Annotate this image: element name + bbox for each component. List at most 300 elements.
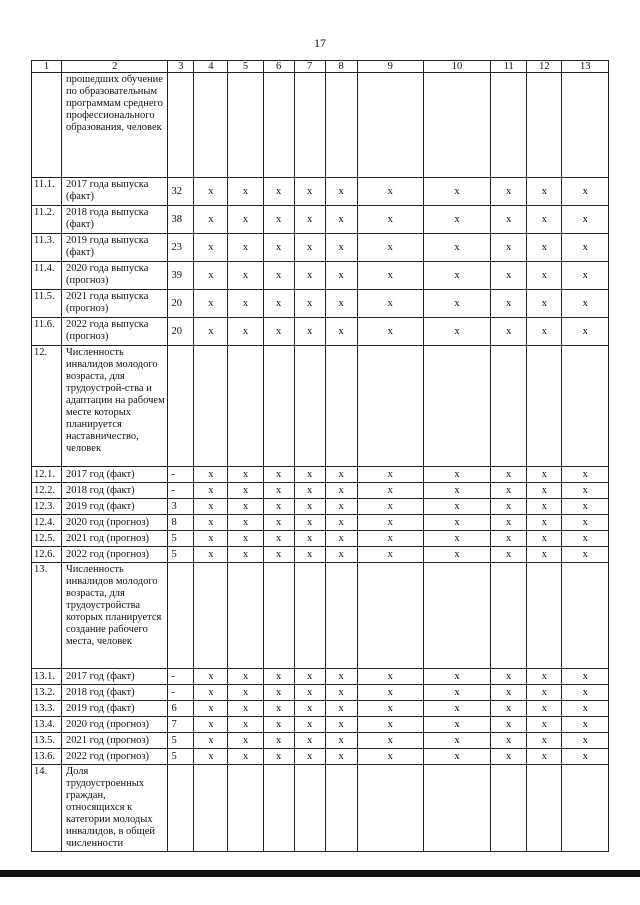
x-cell: х — [294, 178, 325, 206]
x-cell: х — [294, 483, 325, 499]
empty-cell — [263, 765, 294, 852]
x-cell: х — [294, 685, 325, 701]
x-cell: х — [491, 531, 527, 547]
x-cell: х — [491, 262, 527, 290]
x-cell: х — [423, 547, 490, 563]
x-cell: х — [228, 669, 263, 685]
empty-cell — [228, 765, 263, 852]
empty-cell — [491, 563, 527, 669]
table-row — [32, 701, 609, 717]
x-cell: х — [228, 515, 263, 531]
x-cell: х — [562, 749, 609, 765]
table-row — [32, 531, 609, 547]
x-cell: х — [294, 262, 325, 290]
row-label: 2017 года выпуска (факт) — [61, 178, 168, 206]
page-number: 17 — [314, 36, 326, 50]
x-cell: х — [491, 499, 527, 515]
table-row — [32, 515, 609, 531]
x-cell: х — [263, 483, 294, 499]
row-value: 8 — [168, 515, 194, 531]
row-label: 2017 год (факт) — [61, 669, 168, 685]
row-label: 2022 год (прогноз) — [61, 547, 168, 563]
x-cell: х — [423, 749, 490, 765]
x-cell: х — [527, 234, 562, 262]
empty-cell — [357, 765, 423, 852]
x-cell: х — [527, 515, 562, 531]
row-number: 11.1. — [32, 178, 62, 206]
x-cell: х — [423, 290, 490, 318]
x-cell: х — [527, 531, 562, 547]
x-cell: х — [263, 206, 294, 234]
x-cell: х — [194, 483, 228, 499]
x-cell: х — [325, 669, 357, 685]
x-cell: х — [325, 290, 357, 318]
row-label: 2021 год (прогноз) — [61, 733, 168, 749]
x-cell: х — [423, 206, 490, 234]
x-cell: х — [562, 262, 609, 290]
row-value: 7 — [168, 717, 194, 733]
x-cell: х — [357, 290, 423, 318]
x-cell: х — [194, 206, 228, 234]
x-cell: х — [228, 685, 263, 701]
x-cell: х — [194, 318, 228, 346]
row-label: 2017 год (факт) — [61, 467, 168, 483]
x-cell: х — [263, 318, 294, 346]
empty-cell — [263, 346, 294, 467]
row-value: 39 — [168, 262, 194, 290]
continuation-text: прошедших обучение по образовательным программам среднего профессионального образования, человек — [61, 73, 168, 178]
x-cell: х — [491, 467, 527, 483]
table-row — [32, 262, 609, 290]
x-cell: х — [357, 467, 423, 483]
x-cell: х — [263, 685, 294, 701]
x-cell: х — [491, 290, 527, 318]
row-value: - — [168, 685, 194, 701]
x-cell: х — [357, 733, 423, 749]
x-cell: х — [562, 206, 609, 234]
x-cell: х — [491, 178, 527, 206]
x-cell: х — [357, 669, 423, 685]
table-row — [32, 749, 609, 765]
x-cell: х — [228, 733, 263, 749]
empty-cell — [325, 563, 357, 669]
row-value: - — [168, 669, 194, 685]
x-cell: х — [294, 318, 325, 346]
x-cell: х — [562, 290, 609, 318]
header-cell: 4 — [194, 61, 228, 73]
x-cell: х — [423, 531, 490, 547]
x-cell: х — [325, 318, 357, 346]
table-row — [32, 685, 609, 701]
empty-cell — [562, 765, 609, 852]
x-cell: х — [562, 515, 609, 531]
x-cell: х — [325, 531, 357, 547]
row-label: 2022 год (прогноз) — [61, 749, 168, 765]
x-cell: х — [263, 717, 294, 733]
row-value: 5 — [168, 547, 194, 563]
x-cell: х — [423, 701, 490, 717]
x-cell: х — [357, 234, 423, 262]
x-cell: х — [228, 717, 263, 733]
x-cell: х — [423, 234, 490, 262]
row-number: 11.4. — [32, 262, 62, 290]
x-cell: х — [527, 262, 562, 290]
row-value: - — [168, 483, 194, 499]
section-number: 13. — [32, 563, 62, 669]
x-cell: х — [527, 749, 562, 765]
x-cell: х — [263, 515, 294, 531]
x-cell: х — [194, 262, 228, 290]
table-row — [32, 669, 609, 685]
data-table — [31, 60, 609, 852]
empty-cell — [562, 346, 609, 467]
row-value: 32 — [168, 178, 194, 206]
row-label: 2020 год (прогноз) — [61, 717, 168, 733]
x-cell: х — [194, 733, 228, 749]
x-cell: х — [194, 685, 228, 701]
x-cell: х — [263, 531, 294, 547]
x-cell: х — [263, 262, 294, 290]
x-cell: х — [357, 701, 423, 717]
x-cell: х — [294, 547, 325, 563]
empty-cell — [423, 563, 490, 669]
empty-cell — [168, 765, 194, 852]
x-cell: х — [423, 483, 490, 499]
continuation-row — [32, 73, 609, 178]
x-cell: х — [194, 290, 228, 318]
section-title: Доля трудоустроенных граждан, относящихся к категории молодых инвалидов, в общей численности — [61, 765, 168, 852]
x-cell: х — [228, 178, 263, 206]
empty-cell — [491, 346, 527, 467]
x-cell: х — [325, 234, 357, 262]
x-cell: х — [562, 234, 609, 262]
x-cell: х — [527, 547, 562, 563]
header-cell: 12 — [527, 61, 562, 73]
x-cell: х — [491, 669, 527, 685]
row-label: 2018 год (факт) — [61, 483, 168, 499]
x-cell: х — [527, 483, 562, 499]
x-cell: х — [228, 483, 263, 499]
x-cell: х — [491, 206, 527, 234]
x-cell: х — [562, 733, 609, 749]
x-cell: х — [294, 206, 325, 234]
x-cell: х — [491, 515, 527, 531]
x-cell: х — [263, 701, 294, 717]
x-cell: х — [294, 499, 325, 515]
x-cell: х — [491, 547, 527, 563]
x-cell: х — [491, 733, 527, 749]
row-number: 13.1. — [32, 669, 62, 685]
table-row — [32, 483, 609, 499]
row-value: 5 — [168, 749, 194, 765]
x-cell: х — [357, 262, 423, 290]
row-value: 23 — [168, 234, 194, 262]
x-cell: х — [562, 318, 609, 346]
row-value: 38 — [168, 206, 194, 234]
x-cell: х — [357, 499, 423, 515]
header-cell: 7 — [294, 61, 325, 73]
x-cell: х — [423, 515, 490, 531]
header-row — [32, 61, 609, 73]
section-header-row — [32, 346, 609, 467]
empty-cell — [562, 563, 609, 669]
x-cell: х — [228, 531, 263, 547]
x-cell: х — [357, 685, 423, 701]
empty-cell — [194, 346, 228, 467]
header-cell: 8 — [325, 61, 357, 73]
x-cell: х — [562, 717, 609, 733]
row-number: 11.3. — [32, 234, 62, 262]
x-cell: х — [194, 717, 228, 733]
x-cell: х — [562, 685, 609, 701]
x-cell: х — [294, 234, 325, 262]
x-cell: х — [357, 515, 423, 531]
table-row — [32, 318, 609, 346]
x-cell: х — [562, 669, 609, 685]
x-cell: х — [228, 701, 263, 717]
x-cell: х — [423, 685, 490, 701]
x-cell: х — [491, 318, 527, 346]
x-cell: х — [423, 178, 490, 206]
table-row — [32, 467, 609, 483]
section-number: 14. — [32, 765, 62, 852]
section-title: Численность инвалидов молодого возраста, для трудоустрой-ства и адаптации на рабочем месте которых планируется наставничество, человек — [61, 346, 168, 467]
row-label: 2019 год (факт) — [61, 701, 168, 717]
table-row — [32, 290, 609, 318]
x-cell: х — [491, 717, 527, 733]
header-cell: 9 — [357, 61, 423, 73]
row-number: 13.6. — [32, 749, 62, 765]
x-cell: х — [527, 178, 562, 206]
x-cell: х — [527, 499, 562, 515]
x-cell: х — [263, 290, 294, 318]
header-cell: 11 — [491, 61, 527, 73]
row-label: 2019 года выпуска (факт) — [61, 234, 168, 262]
x-cell: х — [325, 547, 357, 563]
row-number: 13.4. — [32, 717, 62, 733]
x-cell: х — [228, 467, 263, 483]
row-number: 11.6. — [32, 318, 62, 346]
x-cell: х — [263, 547, 294, 563]
x-cell: х — [423, 262, 490, 290]
section-number: 12. — [32, 346, 62, 467]
x-cell: х — [228, 749, 263, 765]
row-value: 20 — [168, 318, 194, 346]
x-cell: х — [194, 701, 228, 717]
x-cell: х — [527, 717, 562, 733]
x-cell: х — [325, 701, 357, 717]
x-cell: х — [423, 669, 490, 685]
row-number: 11.5. — [32, 290, 62, 318]
x-cell: х — [562, 483, 609, 499]
header-cell: 10 — [423, 61, 490, 73]
table-row — [32, 499, 609, 515]
row-number: 12.5. — [32, 531, 62, 547]
empty-cell — [294, 765, 325, 852]
x-cell: х — [357, 547, 423, 563]
row-label: 2021 год (прогноз) — [61, 531, 168, 547]
x-cell: х — [194, 749, 228, 765]
x-cell: х — [527, 701, 562, 717]
x-cell: х — [357, 717, 423, 733]
row-label: 2018 год (факт) — [61, 685, 168, 701]
x-cell: х — [194, 547, 228, 563]
row-value: 6 — [168, 701, 194, 717]
row-value: 5 — [168, 531, 194, 547]
x-cell: х — [562, 531, 609, 547]
x-cell: х — [562, 547, 609, 563]
header-cell: 6 — [263, 61, 294, 73]
empty-cell — [294, 563, 325, 669]
row-number: 12.4. — [32, 515, 62, 531]
x-cell: х — [527, 669, 562, 685]
x-cell: х — [527, 318, 562, 346]
x-cell: х — [228, 234, 263, 262]
row-label: 2020 год (прогноз) — [61, 515, 168, 531]
x-cell: х — [263, 234, 294, 262]
x-cell: х — [491, 749, 527, 765]
x-cell: х — [357, 178, 423, 206]
x-cell: х — [194, 178, 228, 206]
x-cell: х — [325, 206, 357, 234]
empty-cell — [168, 563, 194, 669]
x-cell: х — [228, 262, 263, 290]
x-cell: х — [294, 733, 325, 749]
x-cell: х — [194, 234, 228, 262]
x-cell: х — [491, 685, 527, 701]
empty-cell — [527, 765, 562, 852]
table-row — [32, 178, 609, 206]
empty-cell — [357, 563, 423, 669]
x-cell: х — [527, 206, 562, 234]
x-cell: х — [325, 467, 357, 483]
section-header-row — [32, 765, 609, 852]
x-cell: х — [357, 531, 423, 547]
x-cell: х — [325, 499, 357, 515]
empty-cell — [423, 765, 490, 852]
table-row — [32, 547, 609, 563]
header-cell: 3 — [168, 61, 194, 73]
x-cell: х — [562, 178, 609, 206]
x-cell: х — [423, 467, 490, 483]
x-cell: х — [491, 234, 527, 262]
row-number: 12.2. — [32, 483, 62, 499]
x-cell: х — [228, 318, 263, 346]
x-cell: х — [294, 515, 325, 531]
x-cell: х — [423, 499, 490, 515]
x-cell: х — [562, 499, 609, 515]
x-cell: х — [228, 206, 263, 234]
table-row — [32, 733, 609, 749]
empty-cell — [527, 346, 562, 467]
row-number: 13.2. — [32, 685, 62, 701]
x-cell: х — [527, 733, 562, 749]
row-value: 20 — [168, 290, 194, 318]
empty-cell — [325, 765, 357, 852]
x-cell: х — [194, 515, 228, 531]
x-cell: х — [357, 749, 423, 765]
row-label: 2020 года выпуска (прогноз) — [61, 262, 168, 290]
row-number: 11.2. — [32, 206, 62, 234]
empty-cell — [194, 765, 228, 852]
x-cell: х — [491, 701, 527, 717]
row-number: 12.1. — [32, 467, 62, 483]
x-cell: х — [491, 483, 527, 499]
x-cell: х — [228, 290, 263, 318]
x-cell: х — [294, 669, 325, 685]
row-number: 13.5. — [32, 733, 62, 749]
x-cell: х — [527, 290, 562, 318]
row-value: 3 — [168, 499, 194, 515]
x-cell: х — [325, 515, 357, 531]
x-cell: х — [527, 685, 562, 701]
row-number: 12.6. — [32, 547, 62, 563]
empty-cell — [357, 346, 423, 467]
empty-cell — [168, 346, 194, 467]
x-cell: х — [294, 531, 325, 547]
bottom-rule — [0, 870, 640, 877]
x-cell: х — [357, 318, 423, 346]
x-cell: х — [263, 733, 294, 749]
x-cell: х — [325, 685, 357, 701]
row-label: 2018 года выпуска (факт) — [61, 206, 168, 234]
row-value: 5 — [168, 733, 194, 749]
table-row — [32, 234, 609, 262]
x-cell: х — [263, 467, 294, 483]
x-cell: х — [562, 701, 609, 717]
x-cell: х — [263, 749, 294, 765]
table-row — [32, 206, 609, 234]
row-label: 2019 год (факт) — [61, 499, 168, 515]
row-label: 2022 года выпуска (прогноз) — [61, 318, 168, 346]
x-cell: х — [357, 483, 423, 499]
x-cell: х — [325, 733, 357, 749]
x-cell: х — [263, 669, 294, 685]
row-number: 13.3. — [32, 701, 62, 717]
section-title: Численность инвалидов молодого возраста, для трудоустройства которых планируется создание рабочего места, человек — [61, 563, 168, 669]
header-cell: 13 — [562, 61, 609, 73]
x-cell: х — [423, 318, 490, 346]
x-cell: х — [228, 499, 263, 515]
x-cell: х — [228, 547, 263, 563]
empty-cell — [194, 563, 228, 669]
empty-cell — [423, 346, 490, 467]
x-cell: х — [423, 733, 490, 749]
x-cell: х — [294, 290, 325, 318]
empty-cell — [491, 765, 527, 852]
empty-cell — [527, 563, 562, 669]
x-cell: х — [294, 467, 325, 483]
x-cell: х — [294, 701, 325, 717]
section-header-row — [32, 563, 609, 669]
x-cell: х — [194, 669, 228, 685]
x-cell: х — [325, 178, 357, 206]
header-cell: 5 — [228, 61, 263, 73]
empty-cell — [228, 563, 263, 669]
x-cell: х — [325, 717, 357, 733]
x-cell: х — [325, 262, 357, 290]
x-cell: х — [325, 749, 357, 765]
x-cell: х — [294, 717, 325, 733]
x-cell: х — [423, 717, 490, 733]
empty-cell — [263, 563, 294, 669]
x-cell: х — [194, 531, 228, 547]
x-cell: х — [357, 206, 423, 234]
x-cell: х — [294, 749, 325, 765]
x-cell: х — [263, 178, 294, 206]
x-cell: х — [263, 499, 294, 515]
x-cell: х — [194, 499, 228, 515]
